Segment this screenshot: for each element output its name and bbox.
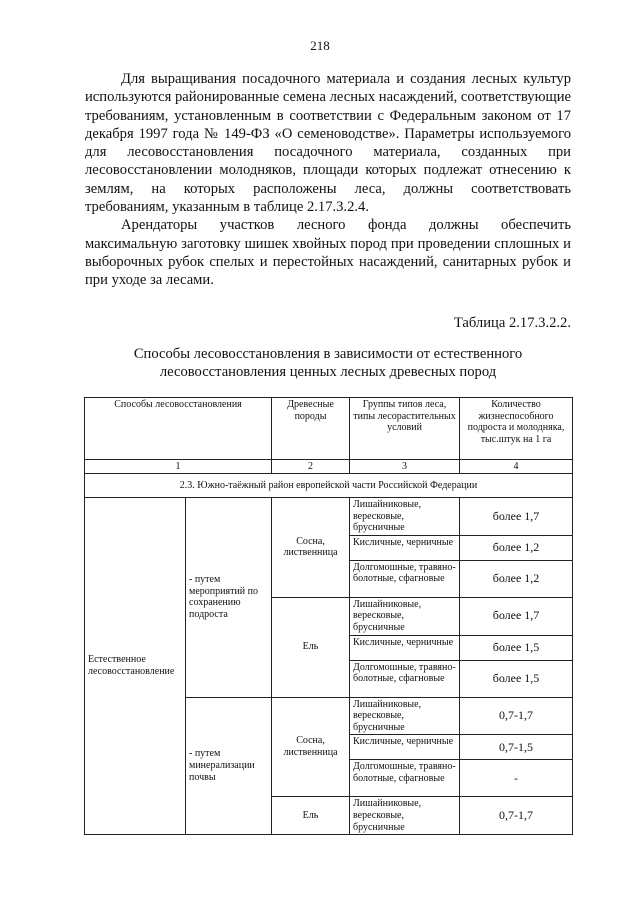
quantity-value: более 1,2 bbox=[460, 535, 573, 560]
species-pine-larch: Сосна, лиственница bbox=[272, 498, 350, 598]
forest-type-cell: Кисличные, черничные bbox=[350, 635, 460, 660]
quantity-value: более 1,2 bbox=[460, 560, 573, 597]
species-spruce: Ель bbox=[272, 797, 350, 835]
reforestation-table bbox=[84, 397, 573, 835]
column-number: 4 bbox=[460, 460, 573, 474]
forest-type-cell: Кисличные, черничные bbox=[350, 535, 460, 560]
species-pine-larch: Сосна, лиственница bbox=[272, 697, 350, 797]
quantity-value: 0,7-1,7 bbox=[460, 697, 573, 735]
paragraph-tenants: Арендаторы участков лесного фонда должны обеспечить максимальную заготовку шишек хвойных пород при проведении сплошных и выборочных рубок спелых и перестойных насаждений, санитарных рубок и при уходе за лесами. bbox=[85, 217, 571, 289]
table-title-line-1: Способы лесовосстановления в зависимости от естественного bbox=[133, 346, 523, 362]
quantity-value: более 1,5 bbox=[460, 635, 573, 660]
table-row bbox=[85, 498, 573, 536]
forest-type-cell: Кисличные, черничные bbox=[350, 735, 460, 760]
forest-type-cell: Лишайниковые, вересковые, брусничные bbox=[350, 498, 460, 536]
method-cell: Естественное лесовосстановление bbox=[85, 498, 186, 835]
paragraph-seeds: Для выращивания посадочного материала и создания лесных культур используются районированные семена лесных насаждений, соответствующие требованиям, установленным в соответствии с Федеральным законом от 17 декабря 1997 года № 149-ФЗ «О семеноводстве». Параметры используемого для лесовосстановления посадочного материала, созданных при лесовосстановлении молодняков, площади которых подлежат отнесению к землям, на которых расположены леса, должны соответствовать требованиям, указанным в таблице 2.17.3.2.4. bbox=[85, 71, 571, 216]
forest-type-cell: Долгомошные, травяно-болотные, сфагновые bbox=[350, 560, 460, 597]
column-number: 1 bbox=[85, 460, 272, 474]
header-species: Древесные породы bbox=[272, 398, 350, 460]
table-header-row bbox=[85, 398, 573, 460]
page-number: 218 bbox=[310, 38, 330, 53]
header-quantity: Количество жизнеспособного подроста и молодняка, тыс.штук на 1 га bbox=[460, 398, 573, 460]
quantity-value: 0,7-1,7 bbox=[460, 797, 573, 835]
quantity-value: более 1,7 bbox=[460, 597, 573, 635]
forest-type-cell: Долгомошные, травяно-болотные, сфагновые bbox=[350, 660, 460, 697]
table-title-line-2: лесовосстановления ценных лесных древесных пород bbox=[159, 364, 497, 380]
submethod-mineralization: - путем минерализации почвы bbox=[186, 697, 272, 835]
header-methods: Способы лесовосстановления bbox=[85, 398, 272, 460]
forest-type-cell: Лишайниковые, вересковые, брусничные bbox=[350, 697, 460, 735]
table-title bbox=[85, 345, 571, 381]
forest-type-cell: Лишайниковые, вересковые, брусничные bbox=[350, 797, 460, 835]
header-forest-types: Группы типов леса, типы лесорастительных условий bbox=[350, 398, 460, 460]
submethod-preservation: - путем мероприятий по сохранению подроста bbox=[186, 498, 272, 698]
quantity-value: более 1,7 bbox=[460, 498, 573, 536]
forest-type-cell: Лишайниковые, вересковые, брусничные bbox=[350, 597, 460, 635]
column-number: 2 bbox=[272, 460, 350, 474]
species-spruce: Ель bbox=[272, 597, 350, 697]
region-heading: 2.3. Южно-таёжный район европейской части Российской Федерации bbox=[85, 474, 573, 498]
quantity-value: 0,7-1,5 bbox=[460, 735, 573, 760]
column-number: 3 bbox=[350, 460, 460, 474]
forest-type-cell: Долгомошные, травяно-болотные, сфагновые bbox=[350, 760, 460, 797]
table-caption: Таблица 2.17.3.2.2. bbox=[453, 315, 571, 331]
body-text bbox=[85, 70, 571, 290]
region-row bbox=[85, 474, 573, 498]
quantity-value: более 1,5 bbox=[460, 660, 573, 697]
quantity-value: - bbox=[460, 760, 573, 797]
column-number-row bbox=[85, 460, 573, 474]
